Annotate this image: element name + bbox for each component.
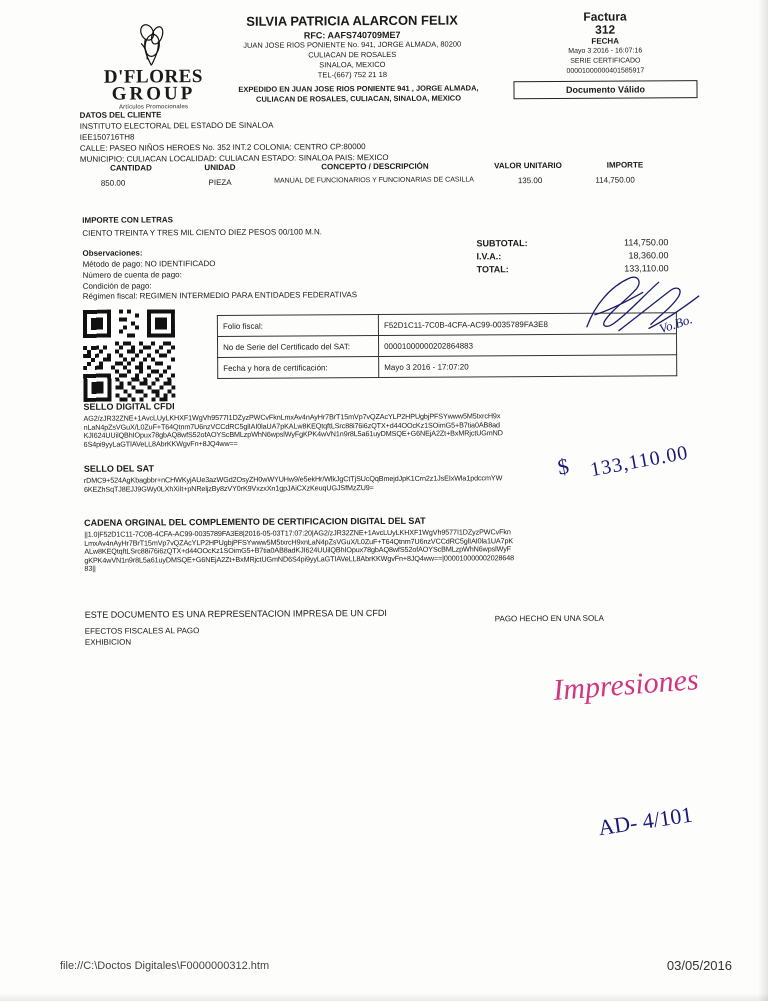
status-badge: Documento Válido	[513, 80, 697, 99]
amount-words-value: CIENTO TREINTA Y TRES MIL CIENTO DIEZ PESOS 00/100 M.N.	[82, 227, 323, 238]
vobo-annotation: Vo.Bo.	[657, 311, 695, 337]
client-name: INSTITUTO ELECTORAL DEL ESTADO DE SINALOA	[79, 120, 274, 131]
account-code-annotation: AD- 4/101	[596, 801, 694, 841]
client-city: MUNICIPIO: CULIACAN LOCALIDAD: CULIACAN ESTADO: SINALOA PAIS: MEXICO	[79, 152, 389, 164]
total-value: 133,110.00	[624, 263, 669, 274]
observations-condicion-pago: Condición de pago:	[82, 281, 152, 291]
issuer-address-2: CULIACAN DE ROSALES	[308, 49, 397, 60]
iva-label: I.V.A.:	[476, 251, 502, 262]
observations-numero-cuenta: Número de cuenta de pago:	[82, 270, 182, 280]
cell-unidad: PIEZA	[208, 177, 232, 188]
signature-mark	[559, 268, 719, 339]
client-block	[80, 107, 600, 165]
client-section-title: DATOS DEL CLIENTE	[79, 110, 162, 120]
issuer-address-1: JUAN JOSE RIOS PONIENTE No. 941, JORGE ALMADA, 80200	[243, 39, 462, 50]
invoice-date-label: FECHA	[591, 36, 620, 46]
cell-importe: 114,750.00	[595, 175, 635, 185]
regimen-fiscal: Régimen fiscal: REGIMEN INTERMEDIO PARA ENTIDADES FEDERATIVAS	[82, 290, 358, 301]
cell-cantidad: 850.00	[100, 178, 126, 188]
expedido-block	[193, 83, 523, 105]
issuer-rfc-label: RFC:	[303, 30, 326, 41]
file-path-footer: file://C:\Doctos Digitales\F0000000312.htm	[60, 960, 270, 972]
amount-handwritten-annotation: 133,110.00	[588, 441, 691, 482]
amount-words-label: IMPORTE CON LETRAS	[82, 215, 173, 225]
total-label: TOTAL:	[476, 264, 509, 275]
cadena-original-value: ||1.0|F52D1C11-7C0B-4CFA-AC99-0035789FA3E8|2016-05-03T17:07:20|AG2/zJR32ZNE+1AvcLUyLKHXF1WgVh9577I1DZyzPWCvFknLmxAv4nAyHr7BrT15mVp7vQZAcYLP2HPUgbjPFSYwww5M5txrcH9xnLaN4pZsVGuX/L0ZuF+T64Qtnm7U6nzVCCdRC5glIAI0la1UA7pKALw8KEQtqftLSrc88i76i6zQTX+d44OOcKz1SOimG5+B7tia0AB8adKJI624UUilQBhIOpux78gbAQ8wfS52ofAOYScBMLzpWhN6wpslWyFgKPK4wVN1n9r8L5a61uyDMSQE+G6NEjA2Zt+BxMRjctUGmND6S4pi9yyLaGTIAVeLL8AbrKKWgvFn+8JQ4ww==|00001000000202864883||	[84, 527, 515, 574]
subtotal-value: 114,750.00	[624, 237, 669, 248]
sello-sat-value: rDMC9+524AgKbagbbr+nCHWKyjAUe3azWGd2OsyZH0wWYUHw9/e5ekHr/WlkJgCtTjSUcQqBmejdJpK1Crn2z1JsEIxWla1pdccmYW6KEZhSqTJ8EJJ9GWy0LXhXiIt+pNReljzBy8zVY0rK9VxzxXn1gpJAiCXzKeuqUGJSfMzZU9=	[83, 473, 503, 494]
issuer-rfc: AAFS740709ME7	[327, 29, 401, 41]
peso-sign-annotation: $	[555, 453, 571, 480]
col-valor-unitario: VALOR UNITARIO	[494, 160, 562, 171]
col-unidad: UNIDAD	[204, 162, 236, 173]
impresiones-annotation: Impresiones	[552, 663, 700, 707]
page-edge-shadow-right	[758, 0, 768, 1001]
col-importe: IMPORTE	[606, 160, 644, 170]
invoice-number: 312	[595, 22, 616, 37]
invoice-serie-label: SERIE CERTIFICADO	[570, 57, 641, 65]
invoice-serie: 00001000000401585917	[566, 67, 645, 75]
subtotal-label: SUBTOTAL:	[476, 238, 528, 249]
efectos-fiscales-line-1: EFECTOS FISCALES AL PAGO	[84, 626, 200, 636]
sello-sat-block	[84, 461, 504, 494]
print-date-footer: 03/05/2016	[666, 958, 732, 973]
issuer-header	[197, 13, 507, 81]
fecha-certificacion-value: Mayo 3 2016 - 17:07:20	[379, 355, 677, 378]
observations-metodo-pago: Método de pago: NO IDENTIFICADO	[82, 259, 216, 269]
invoice-date: Mayo 3 2016 - 16:07:16	[568, 47, 643, 55]
invoice-header-box	[513, 10, 698, 99]
folio-fiscal-label: Folio fiscal:	[217, 315, 378, 337]
totals-labels	[476, 237, 527, 276]
flower-logo-icon	[133, 23, 173, 67]
sello-sat-title: SELLO DEL SAT	[83, 463, 155, 474]
logo-tagline: Artículos Promocionales	[118, 104, 189, 111]
cadena-original-block	[84, 515, 514, 574]
serie-sat-value: 00001000000202864883	[378, 334, 676, 357]
cadena-original-title: CADENA ORGINAL DEL COMPLEMENTO DE CERTIFICACION DIGITAL DEL SAT	[84, 515, 426, 528]
pago-note: PAGO HECHO EN UNA SOLA	[494, 613, 604, 624]
table-row	[218, 355, 677, 379]
issuer-phone: TEL-(667) 752 21 18	[317, 69, 388, 80]
fecha-certificacion-label: Fecha y hora de certificación:	[218, 357, 379, 379]
sello-cfdi-block	[83, 399, 503, 449]
qr-code-icon	[83, 309, 176, 402]
representation-note: ESTE DOCUMENTO ES UNA REPRESENTACION IMPRESA DE UN CFDI	[84, 607, 387, 620]
expedido-line-2: CULIACAN DE ROSALES, CULIACAN, SINALOA, MEXICO	[256, 93, 462, 104]
issuer-name: SILVIA PATRICIA ALARCON FELIX	[246, 12, 458, 29]
serie-sat-label: No de Serie del Certificado del SAT:	[217, 336, 378, 358]
page-edge-shadow-bottom	[0, 993, 768, 1001]
efectos-fiscales-block	[85, 625, 200, 648]
client-street: CALLE: PASEO NIÑOS HEROES No. 352 INT.2 COLONIA: CENTRO CP:80000	[79, 142, 366, 153]
iva-value: 18,360.00	[628, 250, 669, 261]
sello-cfdi-value: AG2/zJR32ZNE+1AvcLUyLKHXF1WgVh9577I1DZyzPWCvFknLmxAv4nAyHr7BrT15mVp7vQZAcYLP2HPUgbjPFSYwww5M5txrcH9xnLaN4pZsVGuX/L0ZuF+T64Qtnm7U6nzVCCdRC5glIAI0laUA7pKALw8KEQtqftLSrc88i76i6zQTX+d44OOcKz1SOimG5+B7tia0AB8adKJI624UUilQBhIOpux78gbAQ8wfS52ofAOYScBMLzpWhN6wpslWyFgKPK4wVN1n9r8L5a61uyDMSQE+G6NEjA2Zt+BxMRjctUGmND6S4pi9yyLaGTIAVeLL8AbrKKWgvFn+8JQ4ww==	[83, 411, 503, 449]
client-rfc: IEE150716TH8	[79, 132, 135, 142]
cell-valor-unitario: 135.00	[517, 176, 543, 186]
col-concepto: CONCEPTO / DESCRIPCIÓN	[321, 161, 429, 172]
sello-cfdi-title: SELLO DIGITAL CFDI	[83, 401, 175, 412]
efectos-fiscales-line-2: EXHIBICION	[84, 637, 132, 647]
observations-title: Observaciones:	[82, 248, 143, 258]
logo-name: D'FLORES	[103, 66, 203, 88]
invoice-title: Factura	[583, 9, 627, 24]
cell-concepto: MANUAL DE FUNCIONARIOS Y FUNCIONARIAS DE CASILLA	[274, 176, 474, 185]
expedido-line-1: EXPEDIDO EN JUAN JOSE RIOS PONIENTE 941 , JORGE ALMADA,	[238, 83, 479, 94]
folio-fiscal-value: F52D1C11-7C0B-4CFA-AC99-0035789FA3E8	[378, 313, 676, 336]
col-cantidad: CANTIDAD	[110, 163, 152, 173]
logo-sub: GROUP	[111, 83, 196, 105]
observations-block	[82, 247, 215, 292]
issuer-address-3: SINALOA, MEXICO	[319, 59, 386, 70]
